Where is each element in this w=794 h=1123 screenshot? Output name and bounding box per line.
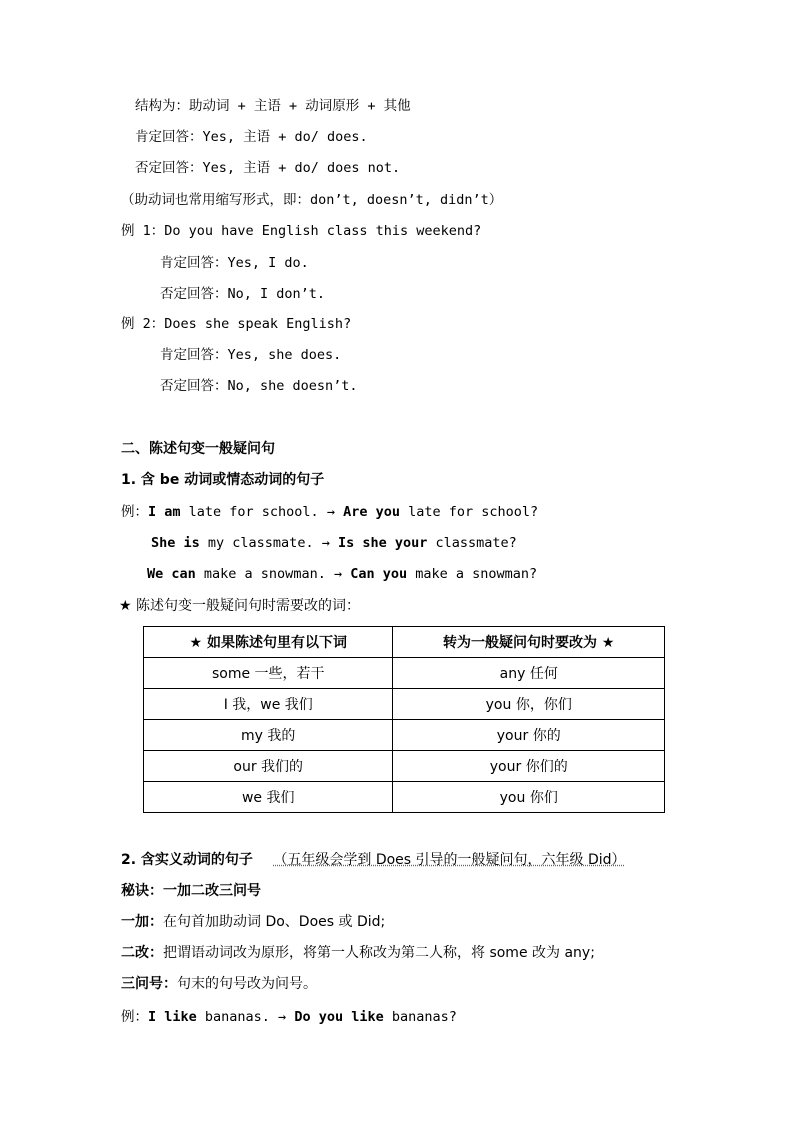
be-verb-example-1 [121,502,538,522]
secret-line: 秘诀：一加二改三问号 [121,883,261,899]
table-cell: any 任何 [393,658,665,689]
step-label: 二改： [121,945,163,961]
star-note: ★ 陈述句变一般疑问句时需要改的词： [119,598,360,614]
word-change-table [143,626,665,813]
question-start: Can you [350,566,408,582]
table-cell: our 我们的 [144,751,393,782]
subsection-1-heading: 1. 含 be 动词或情态动词的句子 [121,472,325,488]
table-row [144,720,665,751]
example-2-negative: 否定回答：No, she doesn’t. [160,378,358,394]
statement-subject: I am [148,504,181,520]
table-cell: your 你们的 [393,751,665,782]
question-start: Is she your [337,535,428,551]
example-1-question: 例 1：Do you have English class this weekend? [121,223,482,239]
example-2-question: 例 2：Does she speak English? [121,316,352,332]
table-row [144,751,665,782]
table-cell: some 一些，若干 [144,658,393,689]
step-3 [121,974,317,994]
example-prefix: 例： [121,504,148,520]
table-cell: I 我，we 我们 [144,689,393,720]
question-start: Are you [343,504,400,520]
step-text: 把谓语动词改为原形，将第一人称改为第二人称，将 some 改为 any; [163,945,595,961]
statement-subject: She is [151,535,200,551]
question-rest: classmate? [427,535,517,551]
negative-answer-rule: 否定回答：Yes, 主语 + do/ does not. [135,160,401,176]
table-row [144,689,665,720]
table-cell: we 我们 [144,782,393,813]
step-2 [121,943,595,963]
question-rest: late for school? [399,504,539,520]
table-header: ★ 如果陈述句里有以下词 [144,627,393,658]
statement-rest: my classmate. → [199,535,338,551]
statement-subject: I like [148,1009,197,1025]
example-prefix: 例： [121,1009,148,1025]
table-header: 转为一般疑问句时要改为 ★ [393,627,665,658]
table-row [144,782,665,813]
table-cell: you 你，你们 [393,689,665,720]
step-label: 一加： [121,914,163,930]
step-text: 在句首加助动词 Do、Does 或 Did; [163,914,386,930]
example-2-positive: 肯定回答：Yes, she does. [160,347,342,363]
statement-rest: make a snowman. → [195,566,351,582]
statement-subject: We can [147,566,196,582]
subsection-2-heading [121,850,626,870]
be-verb-example-3 [147,564,537,584]
step-text: 句末的句号改为问号。 [177,976,317,992]
be-verb-example-2 [151,533,517,553]
positive-answer-rule: 肯定回答：Yes, 主语 + do/ does. [135,129,368,145]
final-example [121,1007,457,1027]
step-label: 三问号： [121,976,177,992]
table-cell: you 你们 [393,782,665,813]
example-1-negative: 否定回答：No, I don’t. [160,286,326,302]
statement-rest: late for school. → [180,504,344,520]
section-heading: 二、陈述句变一般疑问句 [121,441,275,457]
subsection-2-title: 2. 含实义动词的句子 [121,852,253,868]
step-1 [121,912,385,932]
table-header-row [144,627,665,658]
question-rest: make a snowman? [407,566,538,582]
statement-rest: bananas. → [196,1009,295,1025]
contraction-note: （助动词也常用缩写形式，即：don’t, doesn’t, didn’t） [121,192,503,208]
grade-note: （五年级会学到 Does 引导的一般疑问句，六年级 Did） [273,852,626,868]
table-row [144,658,665,689]
table-cell: your 你的 [393,720,665,751]
structure-line: 结构为：助动词 + 主语 + 动词原形 + 其他 [135,98,411,114]
table-cell: my 我的 [144,720,393,751]
question-rest: bananas? [383,1009,457,1025]
question-start: Do you like [294,1009,384,1025]
example-1-positive: 肯定回答：Yes, I do. [160,255,309,271]
